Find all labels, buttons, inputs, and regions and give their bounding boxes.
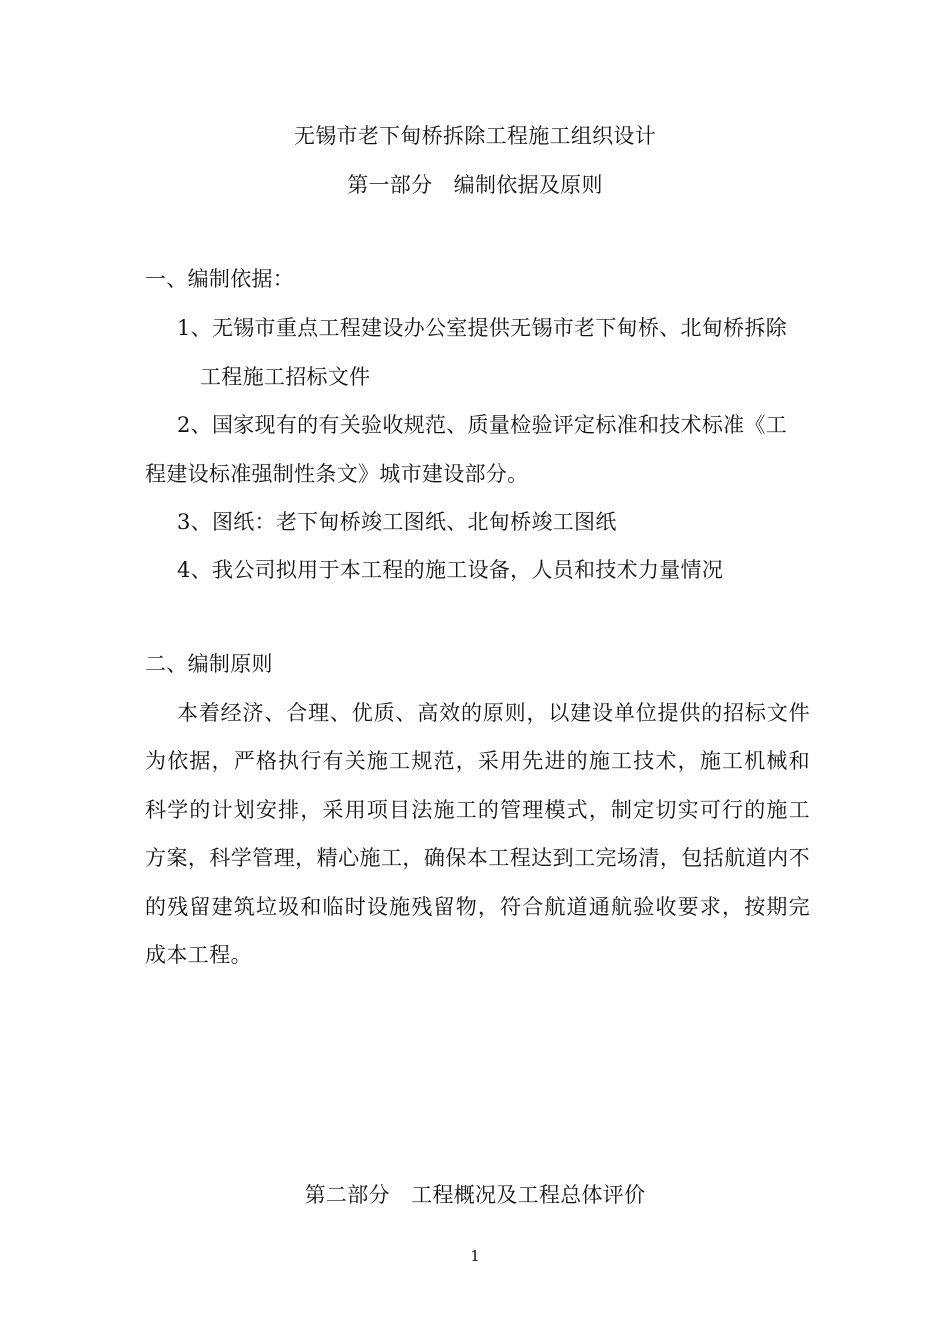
basis-item-2-line-1: 2、国家现有的有关验收规范、质量检验评定标准和技术标准《工 xyxy=(177,413,788,437)
part1-heading: 第一部分 编制依据及原则 xyxy=(347,173,603,197)
document-title: 无锡市老下甸桥拆除工程施工组织设计 xyxy=(293,124,657,148)
principle-paragraph-line: 科学的计划安排，采用项目法施工的管理模式，制定切实可行的施工 xyxy=(145,798,810,822)
basis-item-1-line-1: 1、无锡市重点工程建设办公室提供无锡市老下甸桥、北甸桥拆除 xyxy=(177,316,788,340)
basis-item-2-line-2: 程建设标准强制性条文》城市建设部分。 xyxy=(145,462,529,486)
part2-heading: 第二部分 工程概况及工程总体评价 xyxy=(304,1183,646,1207)
page-number: 1 xyxy=(470,1247,480,1265)
principle-paragraph-line: 为依据，严格执行有关施工规范，采用先进的施工技术，施工机械和 xyxy=(145,749,810,773)
principle-paragraph-line: 成本工程。 xyxy=(145,943,252,967)
principle-paragraph-line: 方案，科学管理，精心施工，确保本工程达到工完场清，包括航道内不 xyxy=(145,846,810,870)
basis-item-3: 3、图纸：老下甸桥竣工图纸、北甸桥竣工图纸 xyxy=(177,510,617,534)
section1-heading: 一、编制依据： xyxy=(145,267,295,291)
principle-paragraph-line: 的残留建筑垃圾和临时设施残留物，符合航道通航验收要求，按期完 xyxy=(145,895,810,919)
section2-heading: 二、编制原则 xyxy=(145,652,273,676)
principle-paragraph-line: 本着经济、合理、优质、高效的原则，以建设单位提供的招标文件 xyxy=(177,701,810,725)
basis-item-4: 4、我公司拟用于本工程的施工设备，人员和技术力量情况 xyxy=(177,558,724,582)
basis-item-1-line-2: 工程施工招标文件 xyxy=(200,365,371,389)
